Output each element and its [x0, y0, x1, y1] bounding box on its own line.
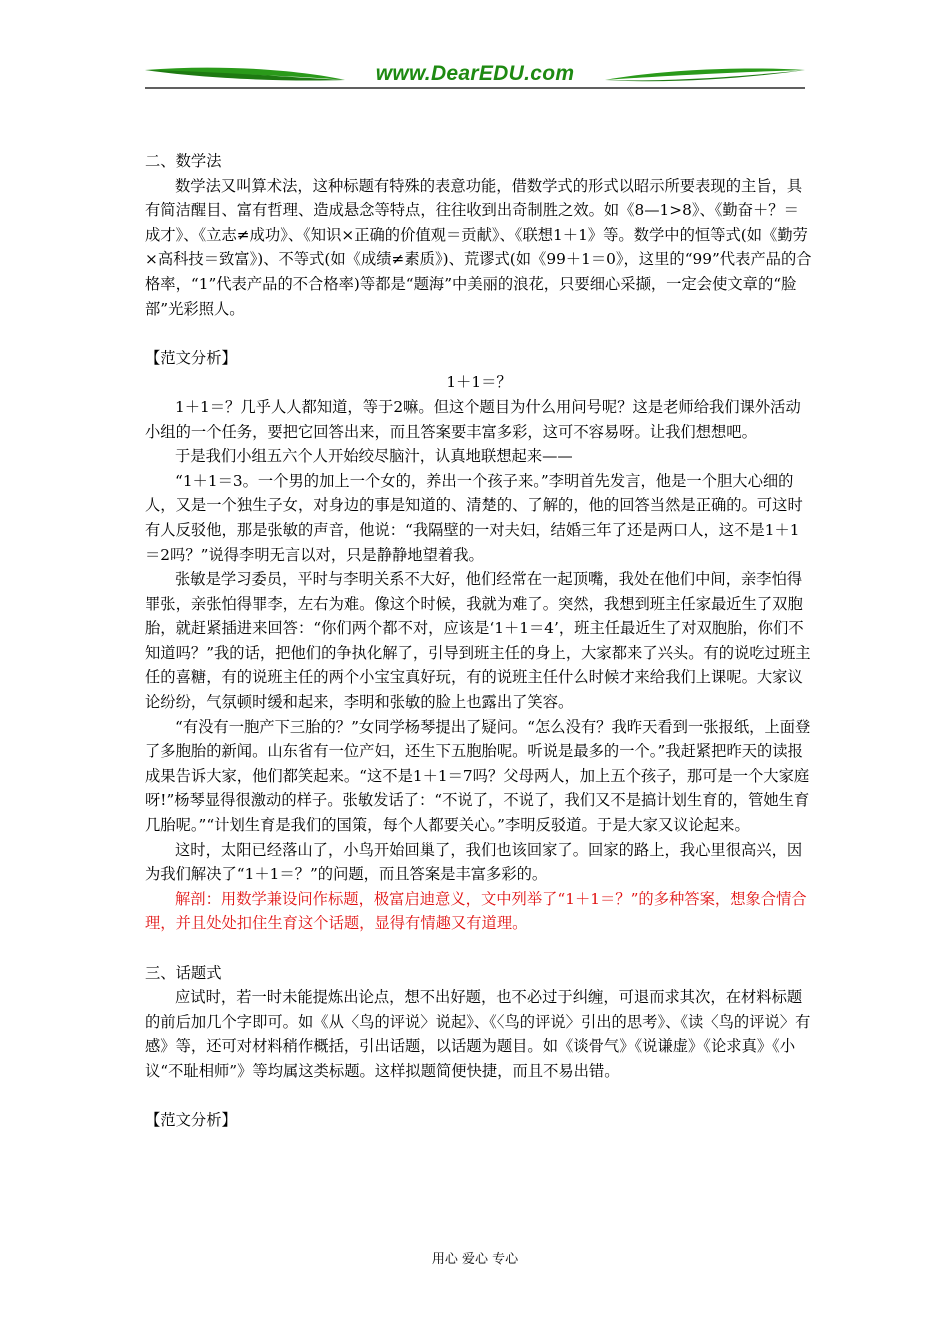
example-paragraph: “1＋1＝3。一个男的加上一个女的，养出一个孩子来。”李明首先发言，他是一个胆大心细的人，又是一个独生子女，对身边的事是知道的、清楚的、了解的，他的回答当然是正确的。可这时有人反驳他，那是张敏的声音，他说：“我隔壁的一对夫妇，结婚三年了还是两口人，这不是1＋1＝2吗？”说得李明无言以对，只是静静地望着我。: [145, 471, 803, 564]
example-label: 【范文分析】: [145, 1111, 237, 1130]
page-header: [0, 0, 950, 110]
section-title-math: 二、数学法: [145, 152, 222, 170]
section-paragraph-topic: 应试时，若一时未能提炼出论点，想不出好题，也不必过于纠缠，可退而求其次，在材料标题的前后加几个字即可。如《从〈鸟的评说〉说起》、《〈鸟的评说〉引出的思考》、《读〈鸟的评说〉有感》等，还可对材料稍作概括，引出话题，以话题为题目。如《谈骨气》《说谦虚》《论求真》《小议“不耻相师”》等均属这类标题。这样拟题简便快捷，而且不易出错。: [145, 988, 811, 1080]
page-footer: 用心 爱心 专心: [431, 1252, 519, 1267]
example-paragraph: 1＋1＝？几乎人人都知道，等于2嘛。但这个题目为什么用问号呢？这是老师给我们课外活动小组的一个任务，要把它回答出来，而且答案要丰富多彩，这可不容易呀。让我们想想吧。: [145, 397, 801, 441]
example-paragraph: 于是我们小组五六个人开始绞尽脑汁，认真地联想起来——: [175, 447, 573, 466]
site-logo: www.DearEDU.com: [375, 62, 575, 85]
analysis-text: 解剖：用数学兼设问作标题，极富启迪意义，文中列举了“1＋1＝？”的多种答案，想象合情合理，并且处处扣住生育这个话题，显得有情趣又有道理。: [145, 889, 807, 933]
section-paragraph-math: 数学法又叫算术法，这种标题有特殊的表意功能，借数学式的形式以昭示所要表现的主旨，具有简洁醒目、富有哲理、造成悬念等特点，往往收到出奇制胜之效。如《8—1>8》、《勤奋＋？＝成才》、《立志≠成功》、《知识×正确的价值观＝贡献》、《联想1＋1》等。数学中的恒等式(如《勤劳×高科技＝致富》)、不等式(如《成绩≠素质》)、荒谬式(如《99＋1＝0》，这里的“99”代表产品的合格率，“1”代表产品的不合格率)等都是“题海”中美丽的浪花，只要细心采撷，一定会使文章的“脸部”光彩照人。: [145, 176, 812, 318]
example-label: 【范文分析】: [145, 348, 237, 367]
spacer: [145, 321, 813, 346]
example-title: 1＋1＝？: [446, 373, 512, 392]
document-body: [145, 149, 813, 1133]
example-paragraph: 这时，太阳已经落山了，小鸟开始回巢了，我们也该回家了。回家的路上，我心里很高兴，因为我们解决了“1＋1＝？”的问题，而且答案是丰富多彩的。: [145, 840, 803, 884]
spacer: [145, 1084, 813, 1109]
spacer: [145, 936, 813, 961]
section-title-topic: 三、话题式: [145, 963, 222, 982]
header-swoosh-graphic: [0, 0, 950, 110]
example-paragraph: “有没有一胞产下三胎的？”女同学杨琴提出了疑问。“怎么没有？我昨天看到一张报纸，上面登了多胞胎的新闻。山东省有一位产妇，还生下五胞胎呢。听说是最多的一个。”我赶紧把昨天的读报成果告诉大家，他们都笑起来。“这不是1＋1＝7吗？父母两人，加上五个孩子，那可是一个大家庭呀!”杨琴显得很激动的样子。张敏发话了：“不说了，不说了，我们又不是搞计划生育的，管她生育几胎呢。”“计划生育是我们的国策，每个人都要关心。”李明反驳道。于是大家又议论起来。: [145, 717, 811, 835]
example-paragraph: 张敏是学习委员，平时与李明关系不大好，他们经常在一起顶嘴，我处在他们中间，亲李怕得罪张，亲张怕得罪李，左右为难。像这个时候，我就为难了。突然，我想到班主任家最近生了双胞胎，就赶紧插进来回答：“你们两个都不对，应该是‘1＋1＝4’，班主任最近生了对双胞胎，你们不知道吗？”我的话，把他们的争执化解了，引导到班主任的身上，大家都来了兴头。有的说吃过班主任的喜糖，有的说班主任的两个小宝宝真好玩，有的说班主任什么时候才来给我们上课呢。大家议论纷纷，气氛顿时缓和起来，李明和张敏的脸上也露出了笑容。: [145, 570, 811, 712]
